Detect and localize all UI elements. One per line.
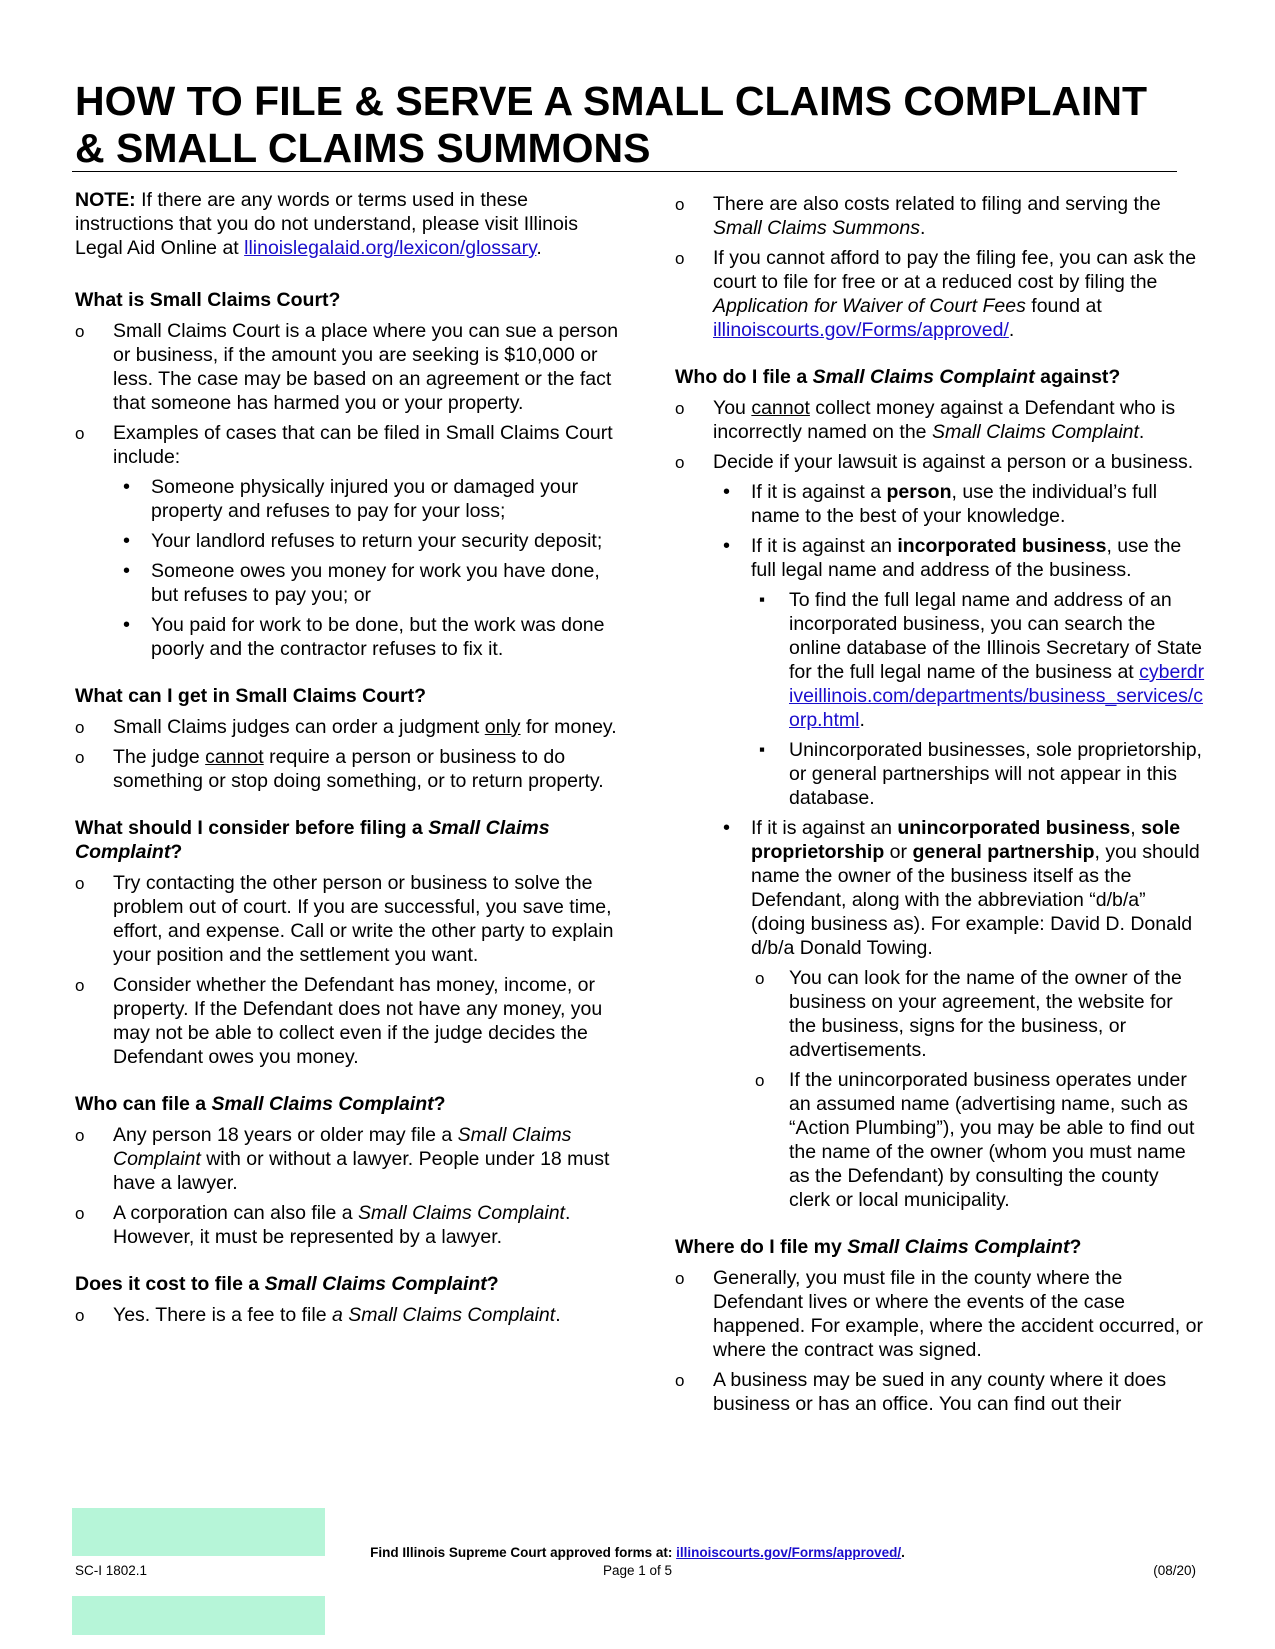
bold-text: general partnership <box>912 841 1095 863</box>
heading-consider <box>75 816 620 864</box>
list-item <box>713 534 1205 810</box>
text: . <box>919 217 926 239</box>
list-item: o You can look for the name of the owner of the business on your agreement, the website for the business, signs for the business, or advertisements. <box>751 966 1205 1062</box>
text: or <box>884 841 913 863</box>
text: Does it cost to file a <box>75 1273 265 1295</box>
list-item: ▪ Unincorporated businesses, sole proprietorship, or general partnerships will not appear in this database. <box>751 738 1205 810</box>
section-cost-continued <box>675 192 1205 342</box>
list-item <box>75 1201 620 1249</box>
text: for money. <box>520 716 617 738</box>
text: If it is against an <box>751 535 898 557</box>
list-item <box>675 192 1205 240</box>
underlined-text: cannot <box>751 397 810 419</box>
cyberdrive-link[interactable]: cyberdriveillinois.com/departments/business_services/corp.html <box>789 661 1205 731</box>
list-item: o Consider whether the Defendant has money, income, or property. If the Defendant does not have any money, you may not be able to collect even if the judge decides the Defendant owes you money. <box>75 973 620 1069</box>
text: Who can file a <box>75 1093 212 1115</box>
approved-forms-link[interactable]: illinoiscourts.gov/Forms/approved/ <box>713 319 1009 341</box>
text: , you should name the owner of the business itself as the Defendant, along with the abbreviation “d/b/a” (doing business as). For example: David D. Donald d/b/a Donald Towing. <box>751 841 1200 959</box>
text: Decide if your lawsuit is against a person or a business. <box>713 451 1194 473</box>
glossary-link[interactable]: llinoislegalaid.org/lexicon/glossary <box>244 237 537 259</box>
list-what-is <box>75 319 620 661</box>
text: Find Illinois Supreme Court approved forms at: <box>370 1545 677 1560</box>
list-item: o If the unincorporated business operates under an assumed name (advertising name, such as “Action Plumbing”), you may be able to find out the name of the owner (whom you must name as the Defendant) by consulting the county clerk or local municipality. <box>751 1068 1205 1212</box>
title-rule <box>72 171 1177 172</box>
text: found at <box>1025 295 1102 317</box>
text: You <box>713 397 752 419</box>
list-item <box>675 246 1205 342</box>
text: . <box>859 709 865 731</box>
text: require a person or business to do something or stop doing something, or to return property. <box>113 746 604 792</box>
italic-text: Small Claims Complaint <box>357 1202 565 1224</box>
text: There are also costs related to filing and serving the <box>713 193 1161 215</box>
list-item: o Small Claims Court is a place where you can sue a person or business, if the amount you are seeking is $10,000 or less. The case may be based on an agreement or the fact that someone has harmed you or your property. <box>75 319 620 415</box>
list-who-against <box>675 396 1205 1212</box>
list-item <box>75 1123 620 1195</box>
text: If it is against a <box>751 481 887 503</box>
text: . However, it must be represented by a lawyer. <box>113 1202 571 1248</box>
text: Small Claims judges can order a judgment <box>113 716 485 738</box>
list-item-text: Examples of cases that can be filed in Small Claims Court include: <box>113 422 613 468</box>
list-item <box>75 715 620 739</box>
italic-text: Small Claims Summons <box>713 217 920 239</box>
list-item <box>713 816 1205 1212</box>
revision-date: (08/20) <box>1153 1563 1196 1578</box>
right-column <box>675 192 1205 1422</box>
text: . <box>1008 319 1015 341</box>
left-column <box>75 188 620 1333</box>
text: Yes. There is a fee to file <box>113 1304 332 1326</box>
text: ? <box>433 1093 446 1115</box>
list-item <box>75 1303 620 1327</box>
italic-text: Small Claims Complaint <box>113 1124 572 1170</box>
list-consider <box>75 871 620 1069</box>
list-item: • Someone physically injured you or damaged your property and refuses to pay for your loss; <box>113 475 620 523</box>
list-cost-right <box>675 192 1205 342</box>
page-title <box>75 78 1185 172</box>
heading-what-can-i-get: What can I get in Small Claims Court? <box>75 685 427 707</box>
italic-text: Application for Waiver of Court Fees <box>713 295 1026 317</box>
italic-text: Small Claims Complaint <box>812 366 1035 388</box>
form-id: SC-I 1802.1 <box>75 1563 148 1578</box>
section-what-is <box>75 288 620 661</box>
page-number: Page 1 of 5 <box>602 1563 673 1578</box>
heading-who-against <box>675 365 1205 389</box>
section-where-file <box>675 1235 1205 1416</box>
text: , use the full legal name and address of the business. <box>751 535 1182 581</box>
text: ? <box>1069 1236 1082 1258</box>
list-item <box>75 745 620 793</box>
italic-text: a Small Claims Complaint <box>331 1304 556 1326</box>
heading-where-file <box>675 1235 1205 1259</box>
section-cost <box>75 1272 620 1327</box>
list-where-file <box>675 1266 1205 1416</box>
note-label: NOTE: <box>75 189 136 211</box>
italic-text: Small Claims Complaint <box>211 1093 434 1115</box>
section-who-can-file <box>75 1092 620 1249</box>
footer-find-forms <box>0 1545 1275 1560</box>
text: Any person 18 years or older may file a <box>113 1124 458 1146</box>
title-line-1: HOW TO FILE & SERVE A SMALL CLAIMS COMPLAINT <box>75 78 1148 124</box>
note-paragraph <box>75 188 620 260</box>
text: , <box>1130 817 1142 839</box>
text: If you cannot afford to pay the filing fee, you can ask the court to file for free or at a reduced cost by filing the <box>713 247 1197 293</box>
text: The judge <box>113 746 206 768</box>
text: , use the individual’s full name to the best of your knowledge. <box>751 481 1158 527</box>
list-what-can-i-get <box>75 715 620 793</box>
section-who-against <box>675 365 1205 1212</box>
text: Who do I file a <box>675 366 813 388</box>
note-after: . <box>536 237 542 259</box>
list-item: o Try contacting the other person or business to solve the problem out of court. If you are successful, you save time, effort, and expense. Call or write the other party to explain your position and the settlement you want. <box>75 871 620 967</box>
title-line-2: & SMALL CLAIMS SUMMONS <box>75 125 651 171</box>
list-cost-left <box>75 1303 620 1327</box>
examples-list <box>113 475 620 661</box>
text: collect money against a Defendant who is incorrectly named on the <box>713 397 1176 443</box>
text: against? <box>1034 366 1121 388</box>
section-what-can-i-get <box>75 684 620 793</box>
list-item: o A business may be sued in any county where it does business or has an office. You can find out their <box>675 1368 1205 1416</box>
note-text: If there are any words or terms used in these instructions that you do not understand, please visit Illinois Legal Aid Online at <box>75 189 578 259</box>
text: . <box>1138 421 1145 443</box>
text: with or without a lawyer. People under 18 must have a lawyer. <box>113 1148 610 1194</box>
section-consider <box>75 816 620 1069</box>
text: ? <box>486 1273 499 1295</box>
heading-who-can-file <box>75 1092 620 1116</box>
list-item <box>713 480 1205 528</box>
list-who-can-file <box>75 1123 620 1249</box>
list-item: • Someone owes you money for work you have done, but refuses to pay you; or <box>113 559 620 607</box>
text: What should I consider before filing a <box>75 817 429 839</box>
underlined-text: only <box>484 716 521 738</box>
italic-text: Small Claims Complaint <box>264 1273 487 1295</box>
text: Where do I file my <box>675 1236 848 1258</box>
text: . <box>555 1304 561 1326</box>
text: A corporation can also file a <box>113 1202 358 1224</box>
italic-text: Small Claims Complaint <box>931 421 1139 443</box>
text: If it is against an <box>751 817 898 839</box>
italic-text: Small Claims Complaint <box>847 1236 1070 1258</box>
text: To find the full legal name and address of an incorporated business, you can search the online database of the Illinois Secretary of State for the full legal name of the business at <box>789 589 1203 683</box>
incorporated-sublist <box>751 588 1205 810</box>
bold-text: unincorporated business <box>897 817 1131 839</box>
list-item <box>751 588 1205 732</box>
footer-forms-link[interactable]: illinoiscourts.gov/Forms/approved/ <box>676 1545 902 1560</box>
unincorporated-sublist <box>751 966 1205 1212</box>
bold-text: incorporated business <box>897 535 1107 557</box>
italic-text: Small Claims Complaint <box>75 817 550 863</box>
bold-text: sole proprietorship <box>751 817 1181 863</box>
heading-cost <box>75 1272 620 1296</box>
bold-text: person <box>886 481 952 503</box>
text: . <box>901 1545 905 1560</box>
list-item: • You paid for work to be done, but the work was done poorly and the contractor refuses to fix it. <box>113 613 620 661</box>
defendant-type-list <box>713 480 1205 1212</box>
heading-what-is: What is Small Claims Court? <box>75 289 341 311</box>
list-item: o Generally, you must file in the county where the Defendant lives or where the events of the case happened. For example, where the accident occurred, or where the contract was signed. <box>675 1266 1205 1362</box>
underlined-text: cannot <box>205 746 264 768</box>
list-item <box>75 421 620 661</box>
list-item <box>675 450 1205 1212</box>
list-item: • Your landlord refuses to return your security deposit; <box>113 529 620 553</box>
text: ? <box>170 841 183 863</box>
green-field-bottom[interactable] <box>72 1596 325 1635</box>
list-item <box>675 396 1205 444</box>
